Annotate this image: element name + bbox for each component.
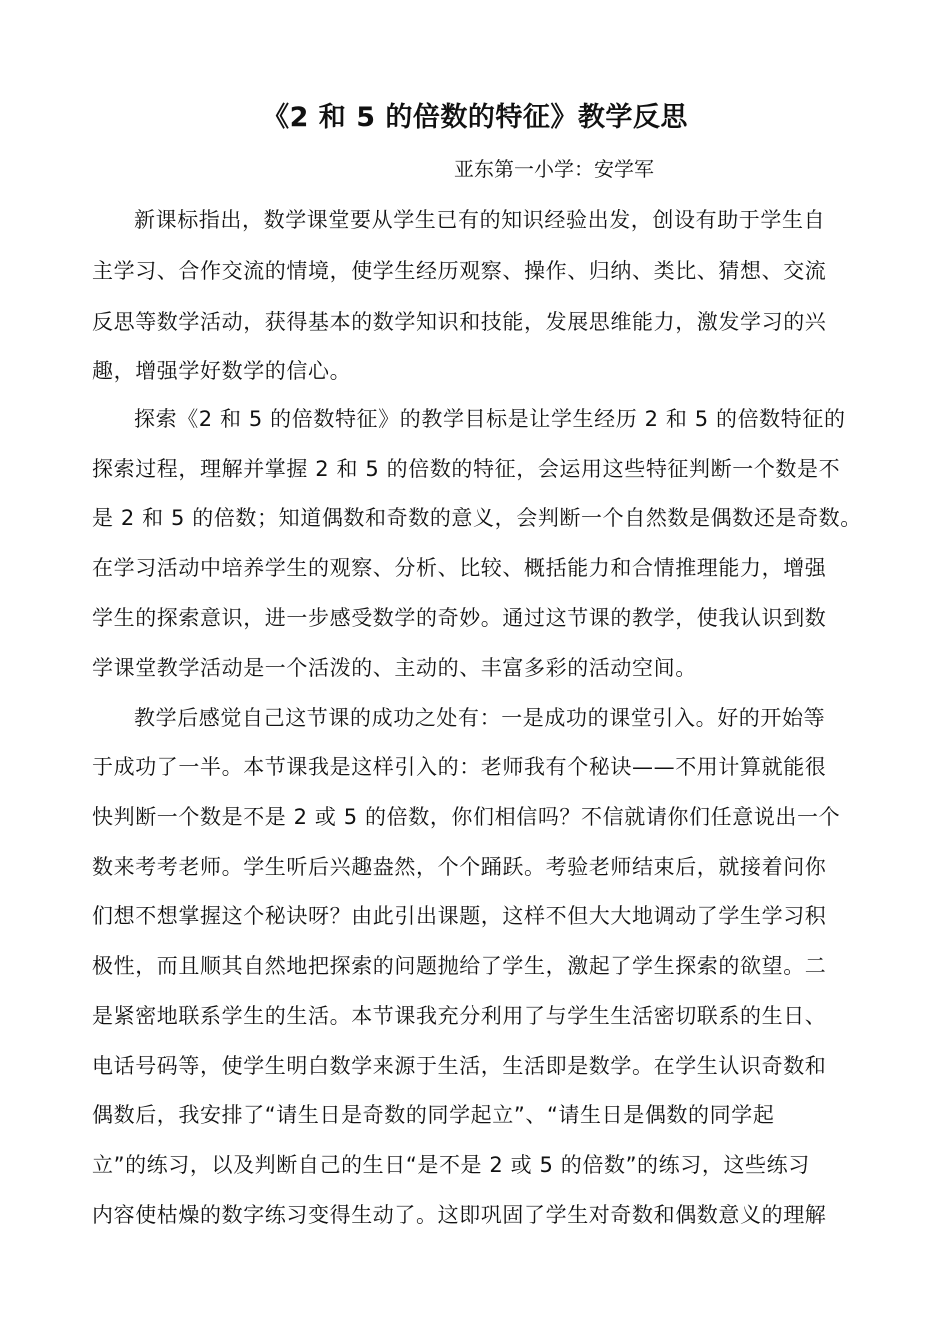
paragraph-3-line-4: 数来考考老师。学生听后兴趣盎然，个个踊跃。考验老师结束后，就接着问你 — [92, 855, 827, 879]
paragraph-2-line-2: 探索过程，理解并掌握 2 和 5 的倍数的特征，会运用这些特征判断一个数是不 — [92, 457, 841, 481]
paragraph-3-line-3: 快判断一个数是不是 2 或 5 的倍数，你们相信吗？不信就请你们任意说出一个 — [92, 805, 841, 829]
paragraph-3-line-5: 们想不想掌握这个秘诀呀？由此引出课题，这样不但大大地调动了学生学习积 — [92, 904, 827, 928]
paragraph-3-line-11: 内容使枯燥的数字练习变得生动了。这即巩固了学生对奇数和偶数意义的理解 — [92, 1203, 827, 1227]
paragraph-1-line-3: 反思等数学活动，获得基本的数学知识和技能，发展思维能力，激发学习的兴 — [92, 310, 827, 334]
paragraph-3-line-6: 极性，而且顺其自然地把探索的问题抛给了学生，激起了学生探索的欲望。二 — [92, 954, 827, 978]
paragraph-3-line-9: 偶数后，我安排了“请生日是奇数的同学起立”、“请生日是偶数的同学起 — [92, 1103, 775, 1127]
paragraph-2-line-6: 学课堂教学活动是一个活泼的、主动的、丰富多彩的活动空间。 — [92, 656, 697, 680]
paragraph-1-line-4: 趣，增强学好数学的信心。 — [92, 359, 352, 383]
author-line: 亚东第一小学：安学军 — [454, 157, 654, 181]
paragraph-3-line-10: 立”的练习，以及判断自己的生日“是不是 2 或 5 的倍数”的练习，这些练习 — [92, 1153, 810, 1177]
paragraph-1-line-2: 主学习、合作交流的情境，使学生经历观察、操作、归纳、类比、猜想、交流 — [92, 259, 827, 283]
paragraph-1-line-1: 新课标指出，数学课堂要从学生已有的知识经验出发，创设有助于学生自 — [134, 208, 826, 232]
paragraph-2-line-3: 是 2 和 5 的倍数；知道偶数和奇数的意义，会判断一个自然数是偶数还是奇数。 — [92, 506, 862, 530]
paragraph-2-line-5: 学生的探索意识，进一步感受数学的奇妙。通过这节课的教学，使我认识到数 — [92, 606, 827, 630]
paragraph-3-line-8: 电话号码等，使学生明白数学来源于生活，生活即是数学。在学生认识奇数和 — [92, 1054, 827, 1078]
paragraph-3-line-2: 于成功了一半。本节课我是这样引入的：老师我有个秘诀——不用计算就能很 — [92, 755, 827, 779]
document-title: 《2 和 5 的倍数的特征》教学反思 — [262, 102, 688, 133]
paragraph-2-line-4: 在学习活动中培养学生的观察、分析、比较、概括能力和合情推理能力，增强 — [92, 556, 827, 580]
paragraph-3-line-1: 教学后感觉自己这节课的成功之处有：一是成功的课堂引入。好的开始等 — [134, 706, 826, 730]
paragraph-3-line-7: 是紧密地联系学生的生活。本节课我充分利用了与学生生活密切联系的生日、 — [92, 1004, 827, 1028]
paragraph-2-line-1: 探索《2 和 5 的倍数特征》的教学目标是让学生经历 2 和 5 的倍数特征的 — [134, 407, 846, 431]
